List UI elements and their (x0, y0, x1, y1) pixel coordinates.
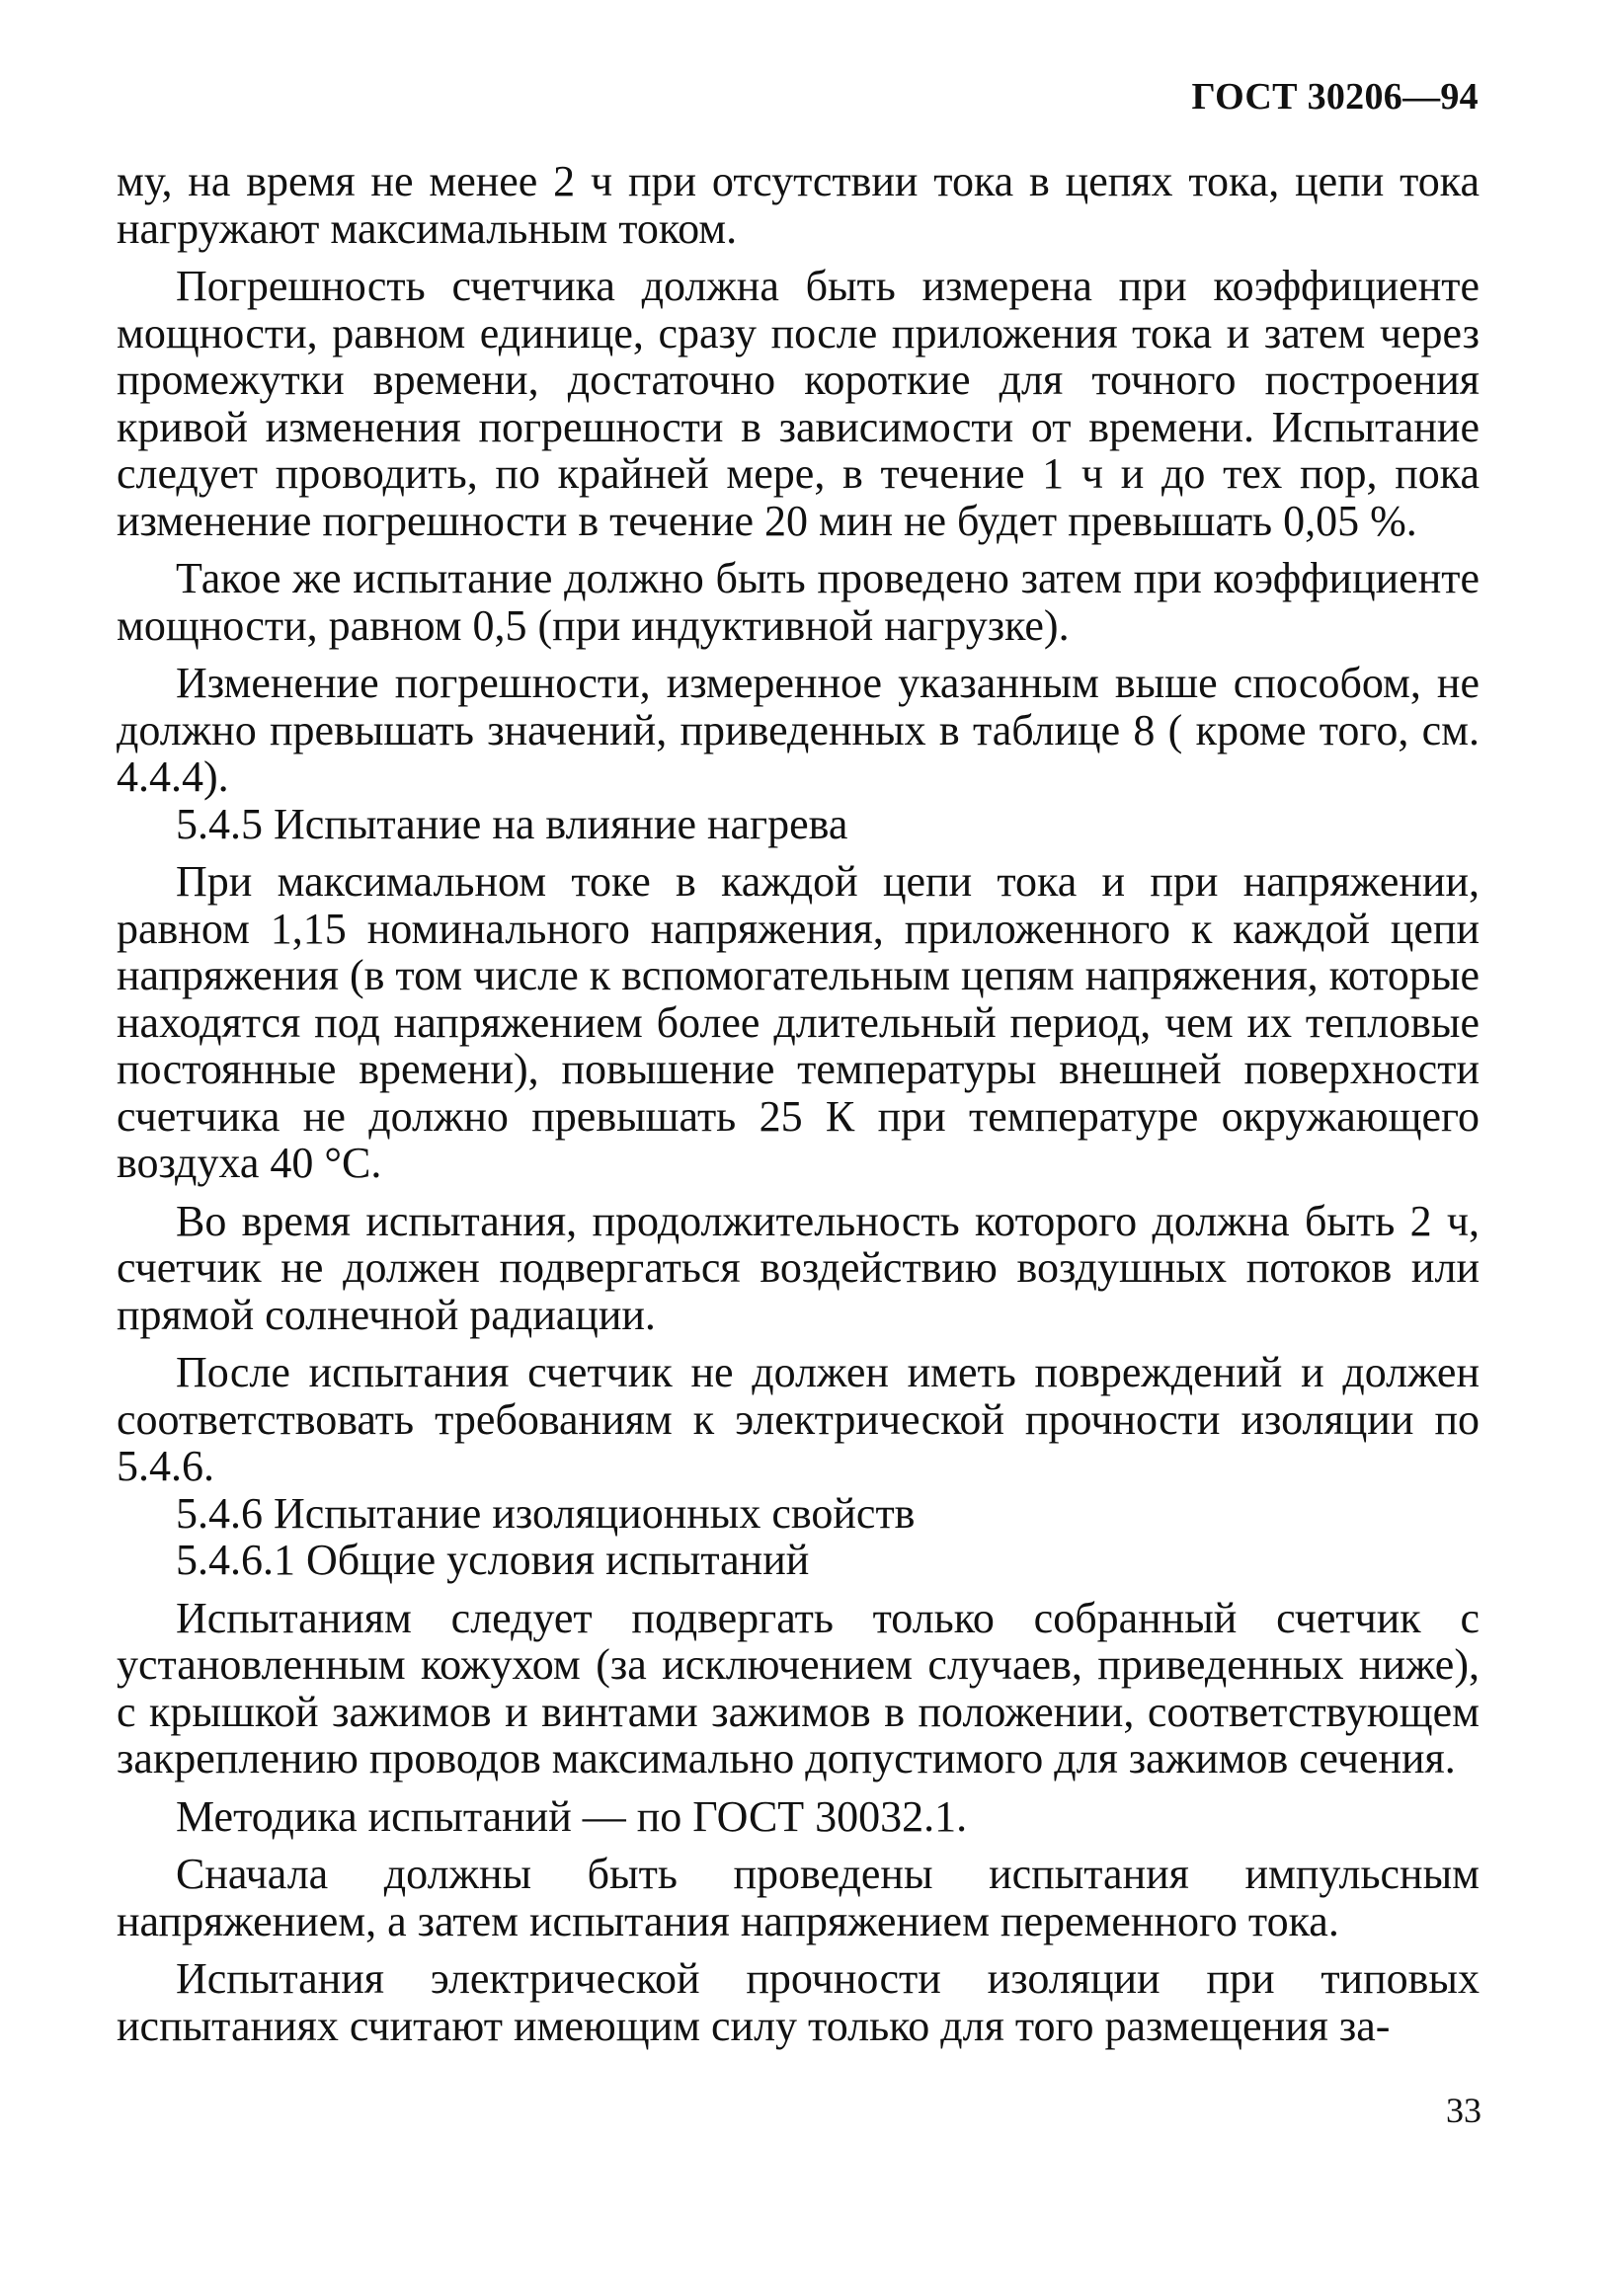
paragraph-error-measurement: Погрешность счетчика должна быть измерена при коэффициенте мощности, равном единице, сразу после приложения тока и затем через промежутки времени, достаточно короткие для точного построения кривой изменения погрешности в зависимости от времени. Испытание следует проводить, по крайней мере, в течение 1 ч и до тех пор, пока изменение погрешности в течение 20 мин не будет превышать 0,05 %. (117, 262, 1480, 545)
paragraph-power-factor-test: Такое же испытание должно быть проведено затем при коэффициенте мощности, равном 0,5 (при индуктивной нагрузке). (117, 554, 1480, 650)
section-heading-5-4-6: 5.4.6 Испытание изоляционных свойств (176, 1488, 916, 1538)
paragraph-assembled-meter: Испытаниям следует подвергать только собранный счетчик с установленным кожухом (за исключением случаев, приведенных ниже), с крышкой зажимов и винтами зажимов в положении, соответствующем закреплению проводов максимально допустимого для зажимов сечения. (117, 1593, 1480, 1782)
paragraph-error-change-limit: Изменение погрешности, измеренное указанным выше способом, не должно превышать значений, приведенных в таблице 8 ( кроме того, см. 4.4.4). (117, 659, 1480, 801)
paragraph-continuation: му, на время не менее 2 ч при отсутствии тока в цепях тока, цепи тока нагружают максимальным током. (117, 157, 1480, 253)
section-heading-5-4-5: 5.4.5 Испытание на влияние нагрева (176, 799, 848, 848)
page-number: 33 (1446, 2091, 1481, 2130)
body-text (117, 158, 1480, 2049)
paragraph-after-test: После испытания счетчик не должен иметь повреждений и должен соответствовать требованиям к электрической прочности изоляции по 5.4.6. (117, 1348, 1480, 1490)
paragraph-test-method: Методика испытаний — по ГОСТ 30032.1. (176, 1791, 968, 1841)
paragraph-test-duration: Во время испытания, продолжительность которого должна быть 2 ч, счетчик не должен подвергаться воздействию воздушных потоков или прямой солнечной радиации. (117, 1196, 1480, 1339)
paragraph-heating-conditions: При максимальном токе в каждой цепи тока и при напряжении, равном 1,15 номинального напряжения, приложенного к каждой цепи напряжения (в том числе к вспомогательным цепям напряжения, которые находятся под напряжением более длительный период, чем их тепловые постоянные времени), повышение температуры внешней поверхности счетчика не должно превышать 25 К при температуре окружающего воздуха 40 °С. (117, 857, 1480, 1187)
paragraph-impulse-first: Сначала должны быть проведены испытания импульсным напряжением, а затем испытания напряжением переменного тока. (117, 1850, 1480, 1945)
section-heading-5-4-6-1: 5.4.6.1 Общие условия испытаний (176, 1536, 810, 1584)
paragraph-type-tests: Испытания электрической прочности изоляции при типовых испытаниях считают имеющим силу только для того размещения за- (117, 1954, 1480, 2050)
standard-code-header: ГОСТ 30206—94 (1191, 76, 1479, 118)
